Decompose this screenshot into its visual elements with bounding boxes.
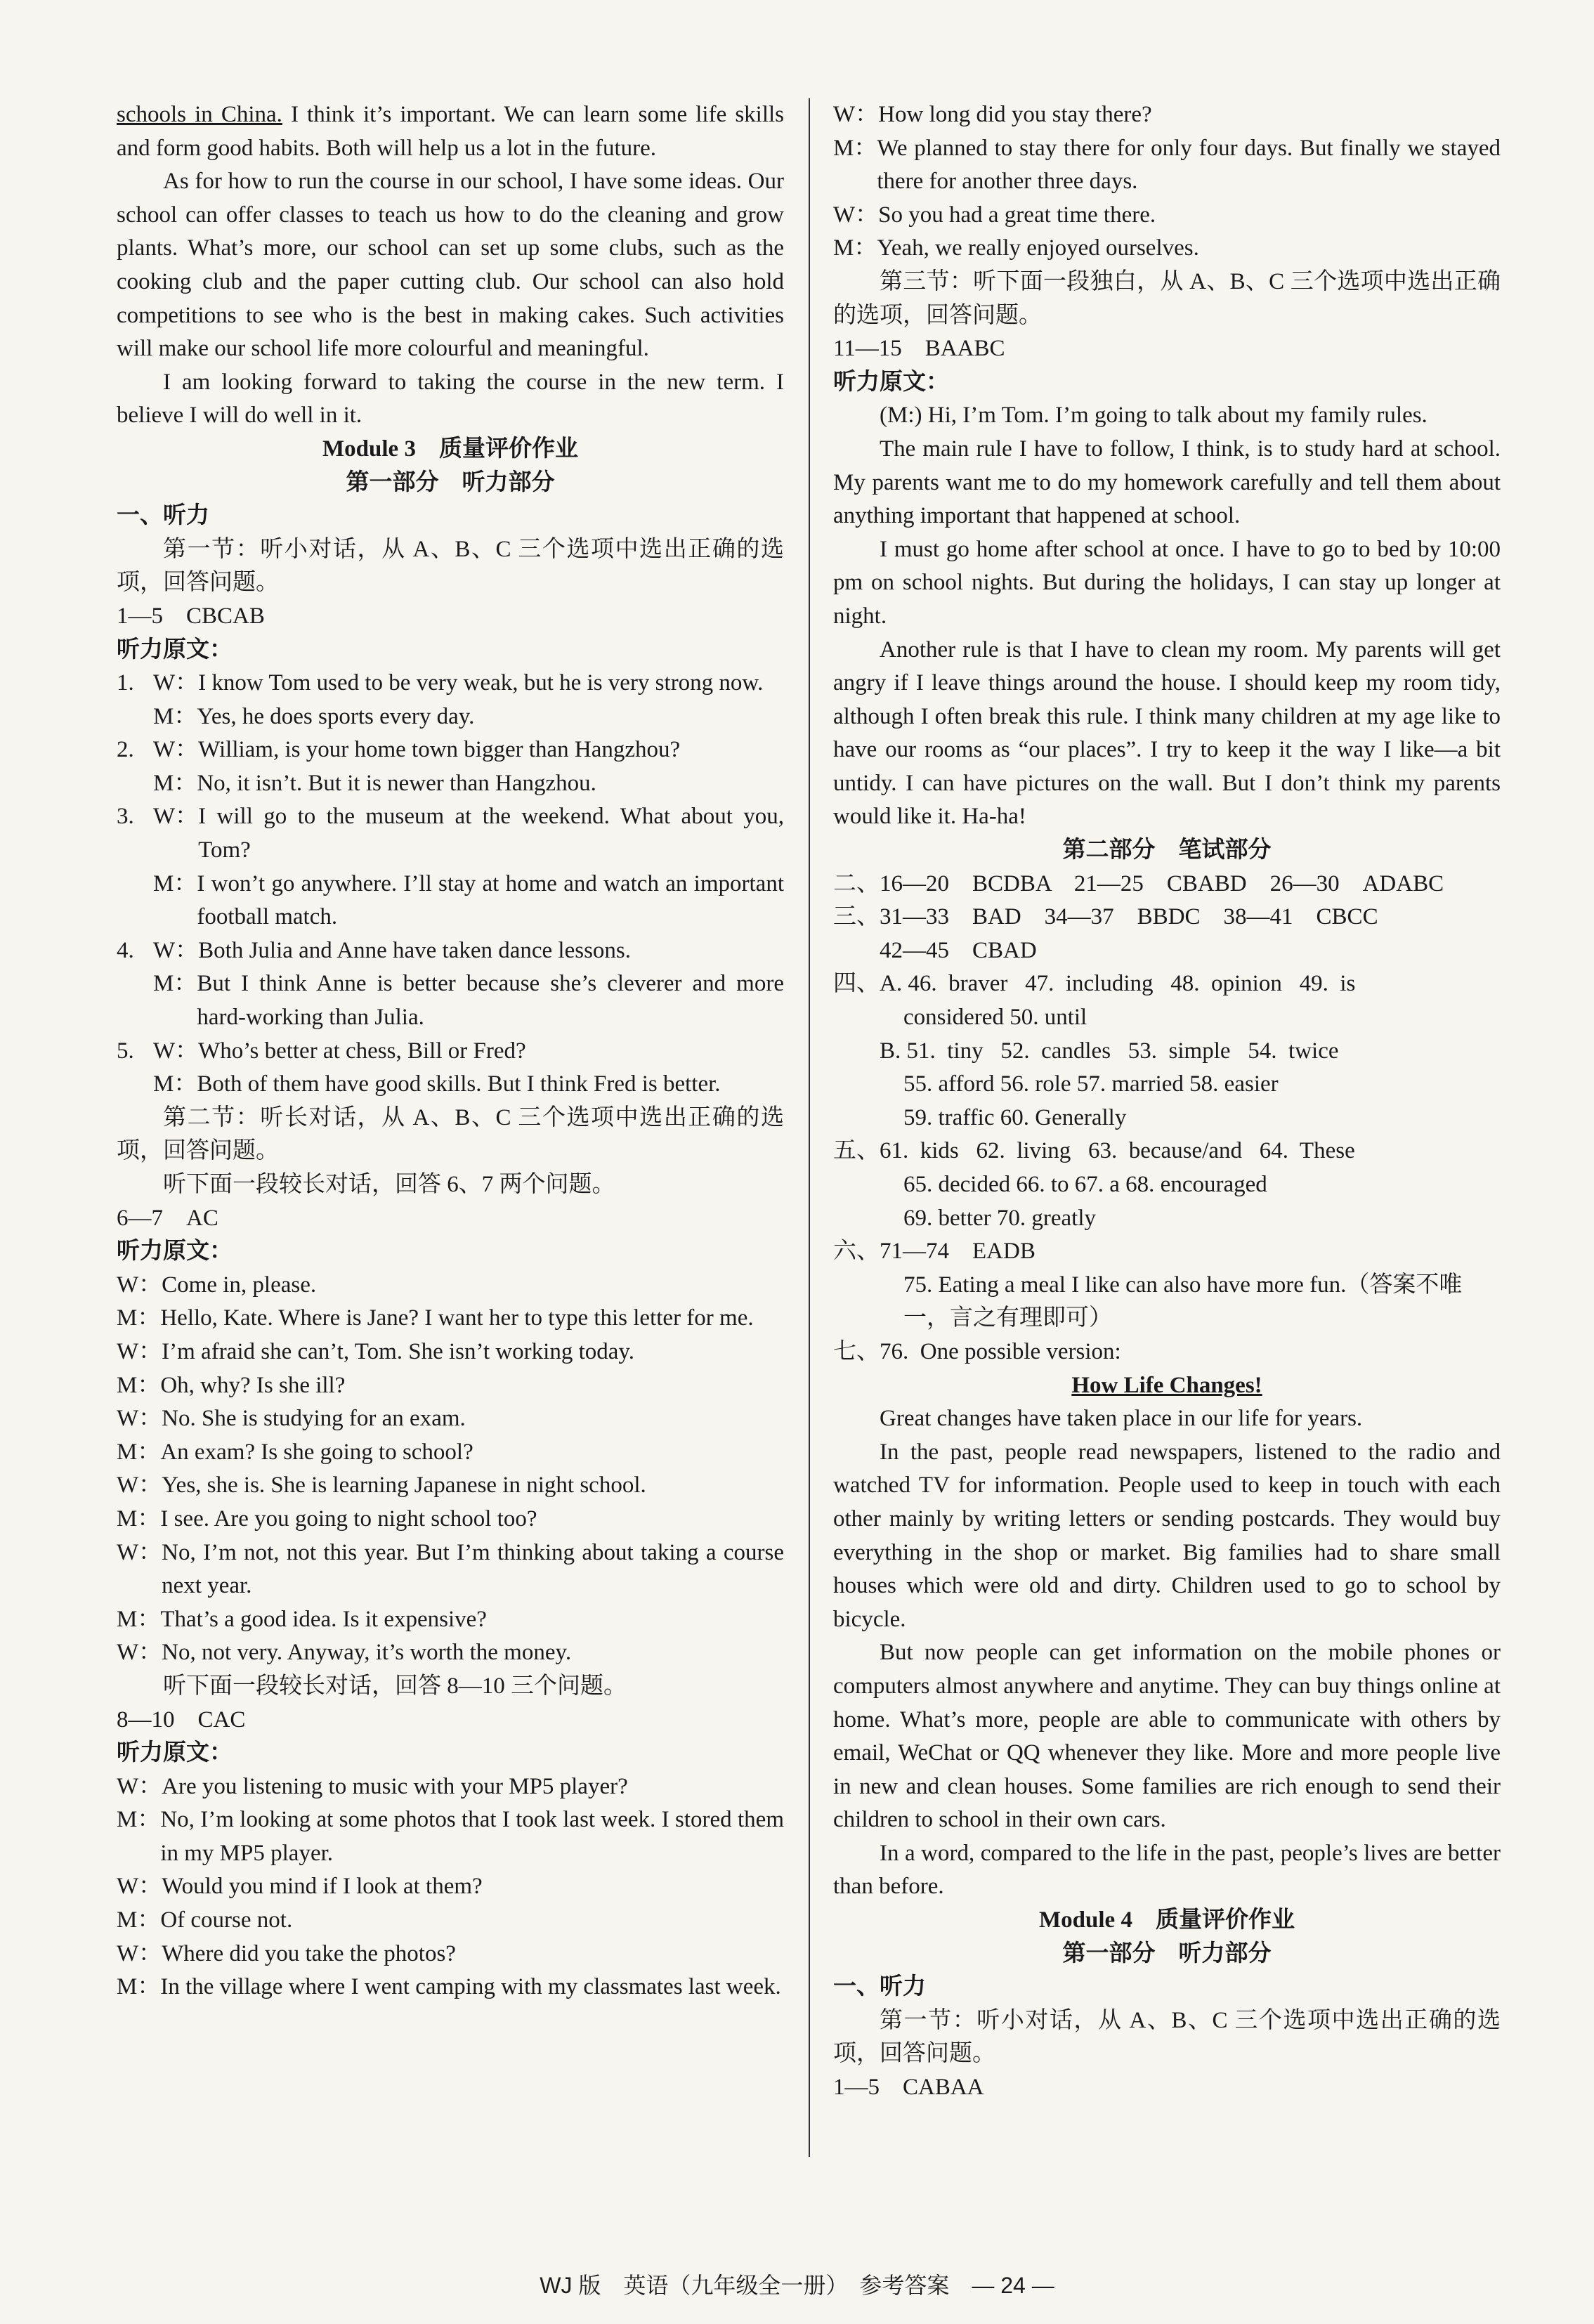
dialog-text: No, I’m looking at some photos that I took last week. I stored them in my MP5 player. [160,1807,784,1866]
dialog-line [153,934,784,968]
dialog-text: How long did you stay there? [878,102,1152,127]
dialog-line [153,700,784,734]
answer-key: 1—5 CABAA [833,2075,984,2101]
dialog-text: But I think Anne is better because she’s cleverer and more hard-working than Julia. [197,971,784,1031]
column-divider [809,98,810,2157]
speaker-label: M： [117,1807,161,1833]
answer-line [833,901,1501,934]
left-column [117,98,784,2004]
answer-text: 71—74 EADB [880,1239,1036,1265]
dialog-line [153,1068,784,1102]
dialog-text: Come in, please. [162,1272,317,1298]
page-footer: WJ 版 英语（九年级全一册） 参考答案 — 24 — [540,2273,1054,2298]
dialog-body [153,800,784,934]
transcript-label: 听力原文： [833,369,949,395]
dialog-text: Are you listening to music with your MP5 player? [162,1773,628,1799]
dialog-text: In the village where I went camping with my classmates last week. [160,1974,781,2000]
answer-continuation: 69. better 70. greatly [903,1205,1096,1231]
dialog-text: Oh, why? Is she ill? [160,1372,346,1398]
speaker-label: M： [153,971,197,997]
dialog-text: Both of them have good skills. But I think Fred is better. [197,1071,721,1097]
speaker-label: M： [153,1071,197,1097]
sub-instruction: 听下面一段较长对话，回答 6、7 两个问题。 [163,1172,615,1197]
dialog-line [833,98,1501,132]
answer-line [833,1135,1501,1168]
essay-paragraph: Great changes have taken place in our life for years. [880,1406,1363,1432]
section-number: 二、 [833,870,880,896]
speaker-label: M： [117,1606,161,1632]
answer-continuation: B. 51. tiny 52. candles 53. simple 54. twice [880,1038,1339,1064]
essay-paragraph: As for how to run the course in our school, I have some ideas. Our school can offer classes to teach us how to do the cleaning and grow plants. What’s more, our school can set up some clubs, such as the cooking club and the paper cutting club. Our school can also hold competitions to see who is the best in making cakes. Such activities will make our school life more colourful and meaningful. [117,169,784,362]
dialog-line [153,868,784,934]
speaker-label: W： [153,937,199,963]
section-instruction: 第一节：听小对话，从 A、B、C 三个选项中选出正确的选项，回答问题。 [833,2007,1501,2067]
speaker-label: W： [153,1038,199,1064]
monologue-paragraph: Another rule is that I have to clean my room. My parents will get angry if I leave things around the house. I should keep my room tidy, although I often break this rule. I think many children at my age like to have our rooms as “our places”. I try to keep it the way I like—a bit untidy. I can have pictures on the wall. But I don’t think my parents would like it. Ha-ha! [833,637,1501,830]
dialog-line [153,967,784,1034]
answer-text: 61. kids 62. living 63. because/and 64. These [880,1138,1355,1164]
dialog-text: No, it isn’t. But it is newer than Hangzhou. [197,770,596,796]
dialog-body [153,934,784,1035]
answer-text: A. 46. braver 47. including 48. opinion 49. is [880,971,1356,997]
dialog-number: 1. [117,670,134,696]
section-instruction: 第三节：听下面一段独白，从 A、B、C 三个选项中选出正确的选项，回答问题。 [833,268,1501,328]
monologue-paragraph: The main rule I have to follow, I think, is to study hard at school. My parents want me to do my homework carefully and tell them about anything important that happened at school. [833,436,1501,529]
dialog-item [117,1035,784,1102]
answer-line [833,868,1501,901]
speaker-label: W： [153,670,199,696]
speaker-label: M： [153,870,197,896]
dialog-line [117,1870,784,1904]
speaker-label: W： [117,1473,162,1499]
dialog-number: 2. [117,737,134,763]
speaker-label: M： [117,1372,161,1398]
dialog-text: Yeah, we really enjoyed ourselves. [877,235,1199,261]
answer-continuation: 75. Eating a meal I like can also have more fun.（答案不唯一，言之有理即可） [903,1272,1463,1331]
dialog-line [833,199,1501,233]
answer-continuation: considered 50. until [903,1005,1087,1031]
monologue-paragraph: (M:) Hi, I’m Tom. I’m going to talk about my family rules. [880,403,1428,429]
dialog-line [117,1402,784,1436]
dialog-text: Yes, he does sports every day. [197,703,475,729]
dialog-text: That’s a good idea. Is it expensive? [160,1606,487,1632]
speaker-label: W： [153,804,199,830]
short-dialogs [117,667,784,1102]
dialog-line [117,1269,784,1303]
dialog-text: I know Tom used to be very weak, but he is very strong now. [198,670,764,696]
dialog-line [153,733,784,767]
speaker-label: M： [117,1907,161,1933]
dialog-text: No, I’m not, not this year. But I’m thinking about taking a course next year. [162,1539,784,1599]
part-title: 第一部分 听力部分 [346,469,555,495]
dialog-line [117,1803,784,1870]
essay-paragraph [117,98,784,165]
dialog-line [153,1035,784,1069]
dialog-line [117,1636,784,1670]
part-title: 第二部分 笔试部分 [1062,837,1272,863]
section-number: 四、 [833,971,880,997]
dialog-text: No. She is studying for an exam. [162,1406,466,1432]
section-number: 七、 [833,1338,880,1364]
dialog-line [117,1938,784,1971]
answer-key: 11—15 BAABC [833,336,1005,362]
answer-continuation: 55. afford 56. role 57. married 58. easier [903,1071,1279,1097]
section-label: 一、听力 [833,1974,926,2000]
dialog-text: I’m afraid she can’t, Tom. She isn’t working today. [162,1338,634,1364]
dialog-text: Would you mind if I look at them? [162,1874,483,1900]
transcript-label: 听力原文： [117,637,233,662]
speaker-label: W： [117,1406,162,1432]
long-dialog-a [117,1269,784,1670]
dialog-text: Hello, Kate. Where is Jane? I want her to type this letter for me. [160,1305,754,1331]
dialog-line [833,232,1501,266]
dialog-line [117,1369,784,1403]
section-label: 一、听力 [117,503,209,529]
answer-text: 76. One possible version: [880,1338,1121,1364]
speaker-label: W： [117,1539,162,1565]
section-number: 三、 [833,904,880,930]
speaker-label: M： [117,1974,161,2000]
speaker-label: W： [833,202,879,228]
essay-title: How Life Changes! [1071,1372,1262,1398]
transcript-label: 听力原文： [117,1239,233,1265]
essay-paragraph: I am looking forward to taking the course in the new term. I believe I will do well in it. [117,369,784,429]
dialog-number: 5. [117,1038,134,1064]
underlined-text: schools in China. [117,102,282,127]
section-instruction: 第二节：听长对话，从 A、B、C 三个选项中选出正确的选项，回答问题。 [117,1104,784,1164]
dialog-text: William, is your home town bigger than Hangzhou? [198,737,681,763]
speaker-label: M： [153,770,197,796]
dialog-number: 3. [117,804,134,830]
speaker-label: M： [117,1506,161,1532]
dialog-line [833,132,1501,199]
answer-key: 8—10 CAC [117,1706,246,1732]
dialog-text: Yes, she is. She is learning Japanese in night school. [162,1473,646,1499]
dialog-line [117,1770,784,1804]
speaker-label: W： [153,737,199,763]
speaker-label: W： [117,1338,162,1364]
answer-line [833,967,1501,1001]
essay-paragraph: In the past, people read newspapers, listened to the radio and watched TV for information. People used to keep in touch with each other mainly by writing letters or sending postcards. They would buy everything in the shop or market. Big families had to share small houses which were old and dirty. Children used to go to school by bicycle. [833,1439,1501,1632]
dialog-line [117,1971,784,2004]
answer-key: 1—5 CBCAB [117,603,265,629]
long-dialog-b-continued [833,98,1501,266]
answer-continuation: 59. traffic 60. Generally [903,1104,1127,1130]
speaker-label: W： [117,1640,162,1666]
speaker-label: M： [833,235,877,261]
long-dialog-b [117,1770,784,2004]
dialog-item [117,667,784,733]
answer-text: 16—20 BCDBA 21—25 CBABD 26—30 ADABC [880,870,1444,896]
speaker-label: W： [117,1874,162,1900]
speaker-label: M： [117,1305,161,1331]
dialog-body [153,1035,784,1102]
answer-key: 6—7 AC [117,1205,218,1231]
dialog-item [117,800,784,934]
dialog-item [117,934,784,1035]
dialog-line [153,767,784,801]
dialog-text: Where did you take the photos? [162,1940,456,1966]
dialog-text: An exam? Is she going to school? [160,1439,473,1465]
essay-paragraph: But now people can get information on the mobile phones or computers almost anywhere and anytime. They can buy things online at home. What’s more, people are able to communicate with others by email, WeChat or QQ whenever they like. More and more people live in new and clean houses. Some families are rich enough to send their children to school in their own cars. [833,1640,1501,1833]
section-number: 六、 [833,1239,880,1265]
sub-instruction: 听下面一段较长对话，回答 8—10 三个问题。 [163,1673,627,1699]
dialog-line [117,1336,784,1369]
module-title: Module 4 质量评价作业 [1039,1907,1295,1933]
dialog-text: Who’s better at chess, Bill or Fred? [198,1038,526,1064]
monologue-paragraph: I must go home after school at once. I have to go to bed by 10:00 pm on school nights. But during the holidays, I can stay up longer at night. [833,536,1501,629]
speaker-label: W： [833,102,879,127]
section-instruction: 第一节：听小对话，从 A、B、C 三个选项中选出正确的选项，回答问题。 [117,536,784,596]
speaker-label: M： [833,135,877,161]
dialog-text: We planned to stay there for only four days. But finally we stayed there for another three days. [877,135,1501,195]
dialog-line [153,667,784,700]
dialog-text: I will go to the museum at the weekend. What about you, Tom? [198,804,784,863]
right-column [833,98,1501,2105]
speaker-label: M： [117,1439,161,1465]
dialog-body [153,667,784,733]
speaker-label: W： [117,1272,162,1298]
dialog-text: No, not very. Anyway, it’s worth the money. [162,1640,572,1666]
essay-paragraph: In a word, compared to the life in the past, people’s lives are better than before. [833,1840,1501,1900]
dialog-line [117,1436,784,1470]
dialog-line [117,1536,784,1603]
dialog-line [117,1302,784,1336]
part-title: 第一部分 听力部分 [1062,1940,1272,1966]
answer-continuation: 65. decided 66. to 67. a 68. encouraged [903,1172,1267,1197]
answer-line [833,1336,1501,1369]
dialog-text: Of course not. [160,1907,293,1933]
transcript-label: 听力原文： [117,1740,233,1766]
dialog-line [117,1904,784,1938]
speaker-label: W： [117,1940,162,1966]
dialog-body [153,733,784,800]
module-title: Module 3 质量评价作业 [322,436,578,462]
dialog-text: I won’t go anywhere. I’ll stay at home and watch an important football match. [197,870,784,930]
dialog-line [117,1469,784,1503]
answer-text: 31—33 BAD 34—37 BBDC 38—41 CBCC [880,904,1378,930]
dialog-text: I see. Are you going to night school too? [160,1506,537,1532]
dialog-line [117,1603,784,1637]
dialog-text: Both Julia and Anne have taken dance lessons. [198,937,632,963]
answer-line [833,1235,1501,1269]
dialog-text: So you had a great time there. [878,202,1156,228]
essay-text: I think it’s important. We can learn some life skills and form good habits. Both will help us a lot in the future. [117,102,785,161]
section-number: 五、 [833,1138,880,1164]
dialog-line [153,800,784,867]
dialog-number: 4. [117,937,134,963]
answer-continuation: 42—45 CBAD [880,937,1037,963]
dialog-item [117,733,784,800]
dialog-line [117,1503,784,1536]
speaker-label: W： [117,1773,162,1799]
speaker-label: M： [153,703,197,729]
